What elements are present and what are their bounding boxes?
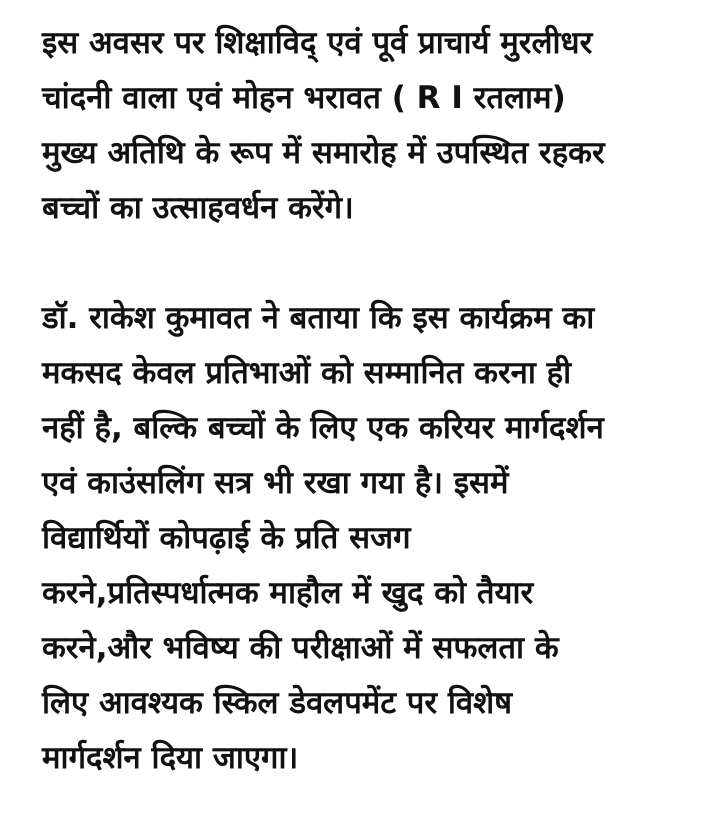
text-line: एवं काउंसलिंग सत्र भी रखा गया है। इसमें — [42, 465, 509, 501]
text-line: मार्गदर्शन दिया जाएगा। — [42, 740, 299, 776]
text-line: करने,और भविष्य की परीक्षाओं में सफलता के — [42, 630, 559, 666]
text-line: विद्यार्थियों कोपढ़ाई के प्रति सजग — [42, 520, 411, 556]
text-line: बच्चों का उत्साहवर्धन करेंगे। — [42, 190, 354, 226]
article-body — [42, 16, 712, 786]
text-line: इस अवसर पर शिक्षाविद् एवं पूर्व प्राचार्य मुरलीधर — [42, 25, 593, 61]
paragraph-program-purpose — [42, 291, 712, 786]
text-line: मुख्य अतिथि के रूप में समारोह में उपस्थित रहकर — [42, 135, 605, 171]
text-line: डॉ. राकेश कुमावत ने बताया कि इस कार्यक्रम का — [42, 300, 595, 336]
paragraph-chief-guests — [42, 16, 712, 236]
text-line: लिए आवश्यक स्किल डेवलपमेंट पर विशेष — [42, 685, 513, 721]
text-line: नहीं है, बल्कि बच्चों के लिए एक करियर मार्गदर्शन — [42, 410, 604, 446]
text-line: मकसद केवल प्रतिभाओं को सम्मानित करना ही — [42, 355, 572, 391]
text-line: करने,प्रतिस्पर्धात्मक माहौल में खुद को तैयार — [42, 575, 534, 611]
text-line: चांदनी वाला एवं मोहन भरावत ( R I रतलाम) — [42, 80, 566, 116]
